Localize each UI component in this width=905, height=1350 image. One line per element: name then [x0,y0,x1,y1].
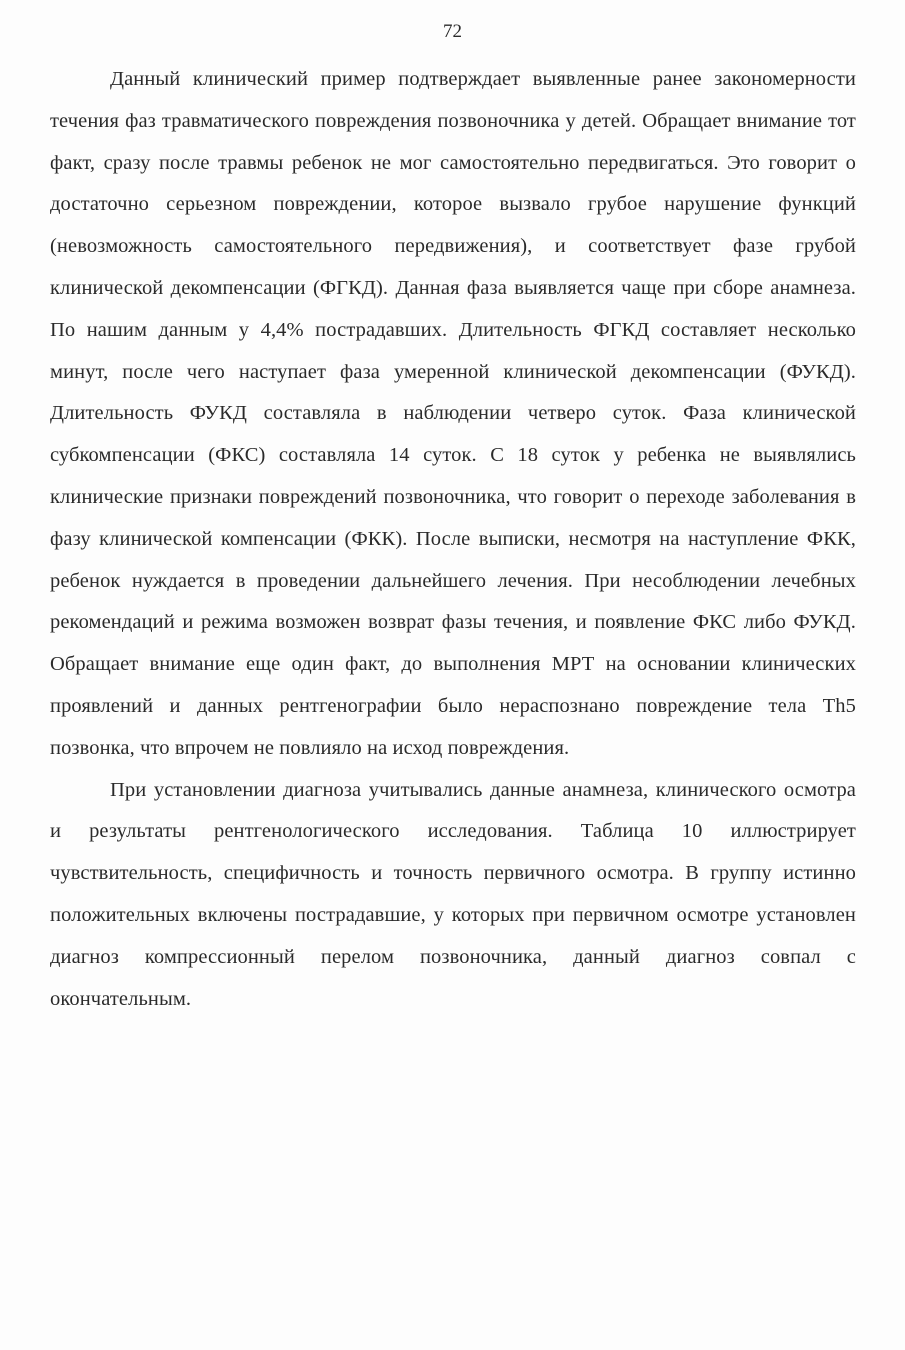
paragraph-clinical-example: Данный клинический пример подтверждает выявленные ранее закономерности течения фаз травматического повреждения позвоночника у детей. Обращает внимание тот факт, сразу после травмы ребенок не мог самостоятельно передвигаться. Это говорит о достаточно серьезном повреждении, которое вызвало грубое нарушение функций (невозможность самостоятельного передвижения), и соответствует фазе грубой клинической декомпенсации (ФГКД). Данная фаза выявляется чаще при сборе анамнеза. По нашим данным у 4,4% пострадавших. Длительность ФГКД составляет несколько минут, после чего наступает фаза умеренной клинической декомпенсации (ФУКД). Длительность ФУКД составляла в наблюдении четверо суток. Фаза клинической субкомпенсации (ФКС) составляла 14 суток. С 18 суток у ребенка не выявлялись клинические признаки повреждений позвоночника, что говорит о переходе заболевания в фазу клинической компенсации (ФКК). После выписки, несмотря на наступление ФКК, ребенок нуждается в проведении дальнейшего лечения. При несоблюдении лечебных рекомендаций и режима возможен возврат фазы течения, и появление ФКС либо ФУКД. Обращает внимание еще один факт, до выполнения МРТ на основании клинических проявлений и данных рентгенографии было нераспознано повреждение тела Th5 позвонка, что впрочем не повлияло на исход повреждения. [50,68,856,759]
paragraph-diagnosis: При установлении диагноза учитывались данные анамнеза, клинического осмотра и результаты рентгенологического исследования. Таблица 10 иллюстрирует чувствительность, специфичность и точность первичного осмотра. В группу истинно положительных включены пострадавшие, у которых при первичном осмотре установлен диагноз компрессионный перелом позвоночника, данный диагноз совпал с окончательным. [50,778,856,1010]
page-number: 72 [443,21,462,42]
body-text [50,59,856,1020]
